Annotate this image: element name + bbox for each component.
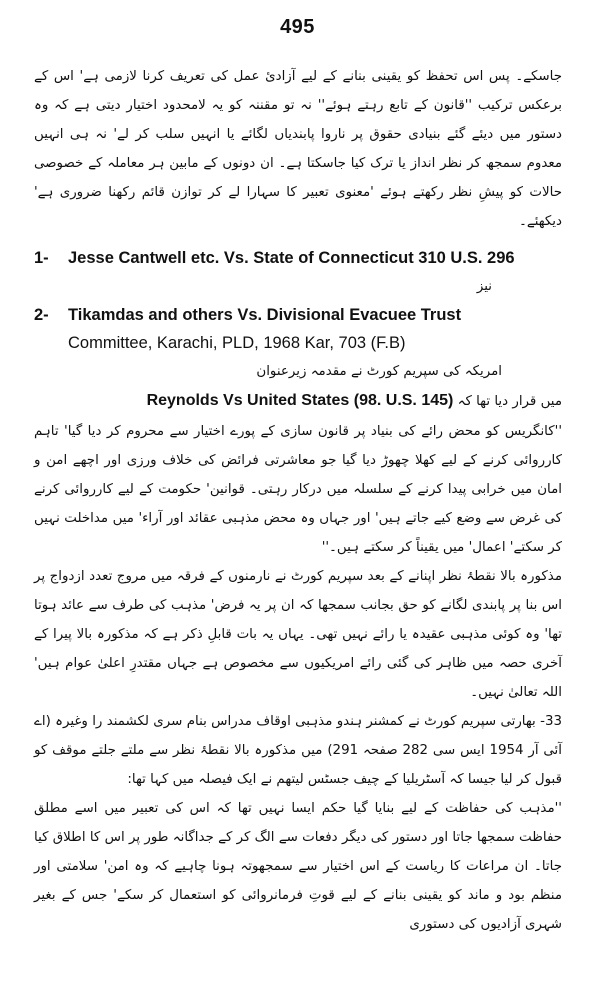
word-niz: نیز — [476, 279, 492, 294]
page-number: 495 — [280, 16, 315, 38]
us-case-tail: میں قرار دیا تھا کہ — [457, 394, 562, 409]
us-case-citation: Reynolds Vs United States (98. U.S. 145) — [146, 392, 454, 409]
us-case-line — [34, 386, 562, 417]
reference-1-number: 1- — [34, 249, 49, 267]
reference-1 — [34, 244, 562, 272]
paragraph-mormon-polygamy: مذکورہ بالا نقطۂ نظر اپنانے کے بعد سپریم کورٹ نے نارمنوں کے فرقہ میں مروج تعدد ازدواج پر اس بنا پر پابندی لگانے کو حق بجانب سمجھا کہ ان پر یہ فرض' مذہب کی طرف سے عائد ہوتا تھا' وہ کوئی مذہبی عقیدہ یا رائے نہیں تھی۔ یہاں یہ بات قابلِ ذکر ہے کہ مذکورہ بالا پیرا کے آخری حصہ میں ظاہر کی گئی رائے امریکیوں سے مخصوص ہے جہاں مقتدرِ اعلیٰ عوام ہیں' اللہ تعالیٰ نہیں۔ — [34, 569, 562, 700]
paragraph-freedom-of-action: جاسکے۔ پس اس تحفظ کو یقینی بنانے کے لیے آزادیٔ عمل کی تعریف کرنا لازمی ہے' اس کے برعکس ترکیب ''قانون کے تابع رہتے ہوئے'' نہ تو مقننہ کو یہ لامحدود اختیار دیتی ہے کہ وہ دستور میں دیئے گئے بنیادی حقوق پر ناروا پابندیاں لگائے یا انہیں سلب کر لے' نہ ہی انہیں معدوم سمجھ کر نظر انداز یا ترک کیا جاسکتا ہے۔ ان دونوں کے مابین ہر معاملہ کے خصوصی حالات کو پیشِ نظر رکھتے ہوئے 'معنوی تعبیر کا سہارا لے کر توازن قائم رکھنا ضروری ہے' دیکھئے۔ — [34, 69, 562, 229]
us-supreme-court-intro: امریکہ کی سپریم کورٹ نے مقدمہ زیرعنوان — [256, 364, 502, 379]
reference-2-number: 2- — [34, 306, 49, 324]
page-content — [34, 62, 562, 939]
reference-2-line-1: Tikamdas and others Vs. Divisional Evacuee Trust — [68, 306, 462, 324]
paragraph-33-indian-supreme-court: 33- بھارتی سپریم کورٹ نے کمشنر ہندو مذہبی اوقاف مدراس بنام سری لکشمند را وغیرہ (اے آئی آر 1954 ایس سی 282 صفحہ 291) میں مذکورہ بالا نقطۂ نظر سے ملتے جلتے موقف کو قبول کر لیا جیسا کہ آسٹریلیا کے چیف جسٹس لیتھم نے ایک فیصلہ میں کہا تھا: — [34, 714, 562, 787]
quote-congress: ''کانگریس کو محض رائے کی بنیاد پر قانون سازی کے پورے اختیار سے محروم کر دیا گیا' تاہم کارروائی کرنے کے لیے کھلا چھوڑ دیا گیا جو معاشرتی فرائض کی خلاف ورزی اور اچھے امن و امان میں خرابی پیدا کرنے کے سلسلہ میں درکار رہتی۔ قوانین' حکومت کے لیے کارروائی کرنے کی غرض سے وضع کیے جاتے ہیں' اور جہاں وہ محض مذہبی عقائد اور آراء' میں مداخلت نہیں کر سکتے' اعمال' میں یقیناً کر سکتے ہیں۔'' — [34, 424, 562, 555]
reference-2 — [34, 301, 562, 357]
reference-1-text: Jesse Cantwell etc. Vs. State of Connecticut 310 U.S. 296 — [68, 249, 515, 267]
reference-2-line-2: Committee, Karachi, PLD, 1968 Kar, 703 (F.B) — [68, 334, 406, 352]
quote-religion-protection: ''مذہب کی حفاظت کے لیے بنایا گیا حکم ایسا نہیں تھا کہ اس کی تعبیر میں اسے مطلق حفاظت سمجھا جاتا اور دستور کی دیگر دفعات سے الگ کر کے جداگانہ طور پر اس کا اطلاق کیا جاتا۔ ان مراعات کا ریاست کے اس اختیار سے سمجھوتہ ہونا چاہیے کہ وہ امن' سلامتی اور منظم بود و ماند کو یقینی بنانے کے لیے قوتِ فرمانروائی کو استعمال کر سکے' جس کے بغیر شہری آزادیوں کی دستوری — [34, 801, 562, 932]
